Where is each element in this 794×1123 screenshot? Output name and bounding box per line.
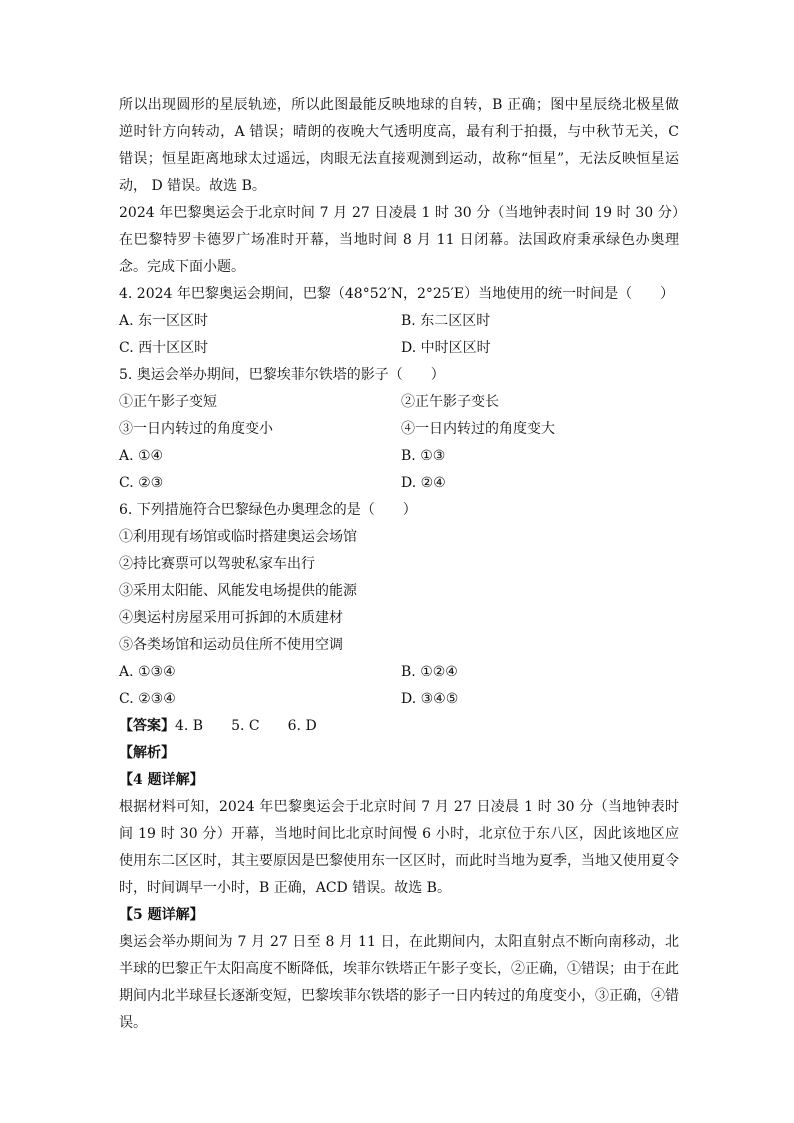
question-5-item-4: ④一日内转过的角度变大 xyxy=(401,421,555,437)
question-6-options-row-1 xyxy=(119,659,679,686)
question-5-options-row-2 xyxy=(119,470,679,497)
question-6-item-1: ①利用现有场馆或临时搭建奥运会场馆 xyxy=(119,529,357,545)
question-5-item-1: ①正午影子变短 xyxy=(119,394,217,410)
explanation-paragraph: 所以出现圆形的星辰轨迹，所以此图最能反映地球的自转，B 正确；图中星辰绕北极星做逆时针方向转动，A 错误；晴朗的夜晚大气透明度高，最有利于拍摄，与中秋节无关，C 错误；恒星距离地球太过遥远，肉眼无法直接观测到运动，故称“恒星”，无法反映恒星运动， D 错误。故选 B。 xyxy=(119,97,679,194)
question-6-option-c: C. ②③④ xyxy=(119,691,176,707)
analysis-q4-text: 根据材料可知，2024 年巴黎奥运会于北京时间 7 月 27 日凌晨 1 时 30 分（当地钟表时间 19 时 30 分）开幕，当地时间比北京时间慢 6 小时，北京位于东八区，因此该地区应使用东二区区时，其主要原因是巴黎使用东一区区时，而此时当地为夏季，当地又使用夏令时，时间调早一小时，B 正确，ACD 错误。故选 B。 xyxy=(119,799,679,896)
question-5-options-row-1 xyxy=(119,443,679,470)
analysis-q5-text: 奥运会举办期间为 7 月 27 日至 8 月 11 日，在此期间内，太阳直射点不断向南移动，北半球的巴黎正午太阳高度不断降低，埃菲尔铁塔正午影子变长，②正确，①错误；由于在此期间内北半球昼长逐渐变短，巴黎埃菲尔铁塔的影子一日内转过的角度变小，③正确，④错误。 xyxy=(119,934,679,1031)
question-6-option-d: D. ③④⑤ xyxy=(401,691,459,707)
question-5-items-row-2 xyxy=(119,416,679,443)
question-4-option-a: A. 东一区区时 xyxy=(119,313,209,329)
question-4-option-c: C. 西十区区时 xyxy=(119,340,209,356)
document-content xyxy=(119,92,679,1037)
answer-label: 【答案】 xyxy=(119,718,175,734)
question-5-option-c: C. ②③ xyxy=(119,475,164,491)
analysis-label: 【解析】 xyxy=(119,745,175,761)
question-4-options-row-1 xyxy=(119,308,679,335)
question-4-option-d: D. 中时区区时 xyxy=(401,340,491,356)
question-5-option-a: A. ①④ xyxy=(119,448,164,464)
question-6-stem: 6. 下列措施符合巴黎绿色办奥理念的是（ ） xyxy=(119,502,417,518)
question-4-option-b: B. 东二区区时 xyxy=(401,313,491,329)
question-6-option-a: A. ①③④ xyxy=(119,664,176,680)
question-4-options-row-2 xyxy=(119,335,679,362)
question-5-items-row-1 xyxy=(119,389,679,416)
analysis-q4-label: 【4 题详解】 xyxy=(119,772,204,788)
question-4-stem: 4. 2024 年巴黎奥运会期间，巴黎（48°52′N，2°25′E）当地使用的统一时间是（ ） xyxy=(119,286,675,302)
answer-5: 5. C xyxy=(231,718,260,734)
question-6-option-b: B. ①②④ xyxy=(401,664,458,680)
question-6-item-5: ⑤各类场馆和运动员住所不使用空调 xyxy=(119,637,343,653)
question-5-item-3: ③一日内转过的角度变小 xyxy=(119,421,273,437)
question-5-option-b: B. ①③ xyxy=(401,448,446,464)
question-6-item-2: ②持比赛票可以驾驶私家车出行 xyxy=(119,556,315,572)
question-6-options-row-2 xyxy=(119,686,679,713)
analysis-q5-label: 【5 题详解】 xyxy=(119,907,204,923)
question-5-item-2: ②正午影子变长 xyxy=(401,394,499,410)
material-paragraph: 2024 年巴黎奥运会于北京时间 7 月 27 日凌晨 1 时 30 分（当地钟表时间 19 时 30 分）在巴黎特罗卡德罗广场准时开幕，当地时间 8 月 11 日闭幕。法国政府秉承绿色办奥理念。完成下面小题。 xyxy=(119,205,679,275)
answer-4: 4. B xyxy=(175,718,204,734)
answer-6: 6. D xyxy=(287,718,317,734)
question-5-stem: 5. 奥运会举办期间，巴黎埃菲尔铁塔的影子（ ） xyxy=(119,367,445,383)
answer-line xyxy=(119,713,679,740)
question-6-item-3: ③采用太阳能、风能发电场提供的能源 xyxy=(119,583,357,599)
question-5-option-d: D. ②④ xyxy=(401,475,446,491)
question-6-item-4: ④奥运村房屋采用可拆卸的木质建材 xyxy=(119,610,343,626)
